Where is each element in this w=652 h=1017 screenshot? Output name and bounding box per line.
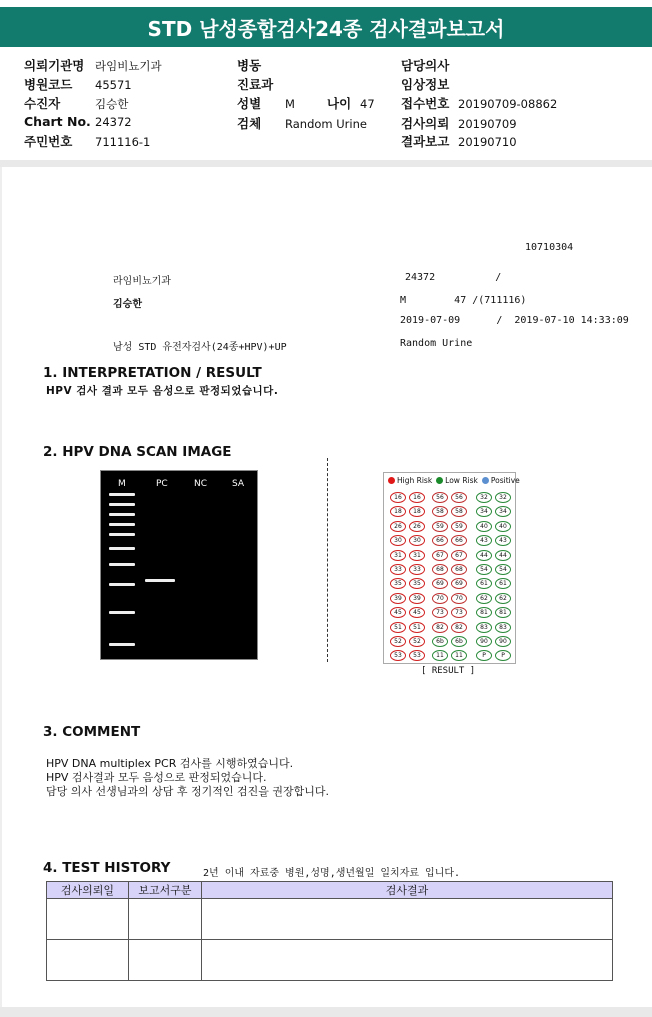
field-label: 수진자 bbox=[24, 96, 61, 111]
info-field bbox=[401, 114, 517, 132]
section-hpv-scan-title: 2. HPV DNA SCAN IMAGE bbox=[43, 444, 232, 460]
history-table bbox=[46, 881, 613, 981]
ladder-band bbox=[109, 523, 135, 526]
ladder-band bbox=[109, 513, 135, 516]
strip-cell: 52 bbox=[409, 636, 425, 647]
field-label: 주민번호 bbox=[24, 134, 73, 149]
strip-cell: 62 bbox=[476, 593, 492, 604]
legend-label: Positive bbox=[490, 476, 520, 485]
strip-caption: [ RESULT ] bbox=[421, 666, 476, 676]
report-code: 10710304 bbox=[525, 242, 574, 253]
strip-cell: 44 bbox=[476, 550, 492, 561]
table-cell bbox=[47, 899, 129, 940]
strip-cell: 45 bbox=[390, 607, 406, 618]
info-field bbox=[237, 75, 285, 93]
table-row bbox=[47, 940, 613, 981]
info-field bbox=[401, 75, 458, 93]
info-field bbox=[24, 56, 162, 74]
strip-cell: 66 bbox=[451, 535, 467, 546]
strip-cell: 59 bbox=[432, 521, 448, 532]
section-comment-title: 3. COMMENT bbox=[43, 724, 141, 740]
strip-cell: 58 bbox=[432, 506, 448, 517]
table-cell bbox=[47, 940, 129, 981]
gel-lane-label: NC bbox=[194, 479, 208, 489]
strip-cell: 69 bbox=[451, 578, 467, 589]
field-label: 담당의사 bbox=[401, 58, 450, 73]
info-field bbox=[24, 75, 132, 93]
dashed-separator bbox=[327, 458, 328, 662]
info-field bbox=[237, 114, 367, 132]
info-field bbox=[24, 94, 128, 112]
info-field bbox=[401, 132, 517, 150]
field-label: 검체 bbox=[237, 116, 262, 131]
report-title: STD 남성종합검사24종 검사결과보고서 bbox=[0, 7, 652, 47]
comment-line: 담당 의사 선생님과의 상담 후 정기적인 검진을 권장합니다. bbox=[46, 785, 329, 798]
section-interpretation-title: 1. INTERPRETATION / RESULT bbox=[43, 365, 262, 381]
strip-cell: 51 bbox=[409, 622, 425, 633]
strip-legend bbox=[388, 476, 522, 485]
info-field bbox=[237, 94, 295, 112]
field-value: 711116-1 bbox=[95, 135, 151, 149]
strip-cell: 83 bbox=[476, 622, 492, 633]
field-value: M bbox=[285, 97, 295, 111]
strip-cell: 52 bbox=[390, 636, 406, 647]
bottom-bar bbox=[0, 1007, 652, 1017]
field-label: 나이 bbox=[327, 96, 352, 111]
field-value: 20190709-08862 bbox=[458, 97, 558, 111]
strip-cell: 6b bbox=[451, 636, 467, 647]
strip-cell: 81 bbox=[495, 607, 511, 618]
field-value: 24372 bbox=[95, 115, 132, 129]
report-test-name: 남성 STD 유전자검사(24종+HPV)+UP bbox=[113, 342, 287, 353]
strip-cell: 68 bbox=[432, 564, 448, 575]
strip-cell: 18 bbox=[409, 506, 425, 517]
legend-label: High Risk bbox=[397, 476, 433, 485]
field-label: 검사의뢰 bbox=[401, 116, 450, 131]
ladder-band bbox=[109, 563, 135, 566]
ladder-band bbox=[109, 533, 135, 536]
strip-cell: 30 bbox=[409, 535, 425, 546]
strip-cell: 61 bbox=[495, 578, 511, 589]
field-label: 병원코드 bbox=[24, 77, 73, 92]
report-patient: 김승한 bbox=[113, 299, 142, 310]
ladder-band bbox=[109, 611, 135, 614]
strip-cell: 11 bbox=[451, 650, 467, 661]
section-history-title: 4. TEST HISTORY bbox=[43, 860, 171, 876]
strip-cell: 67 bbox=[432, 550, 448, 561]
strip-cell: 90 bbox=[476, 636, 492, 647]
strip-cell: 34 bbox=[495, 506, 511, 517]
strip-cell: P bbox=[476, 650, 492, 661]
strip-cell: 82 bbox=[432, 622, 448, 633]
comment-line: HPV 검사결과 모두 음성으로 판정되었습니다. bbox=[46, 771, 267, 784]
strip-cell: 53 bbox=[409, 650, 425, 661]
page-edge bbox=[0, 167, 2, 1007]
field-value: 김승한 bbox=[95, 97, 129, 111]
strip-cell: 73 bbox=[451, 607, 467, 618]
strip-cell: 40 bbox=[495, 521, 511, 532]
strip-cell: 35 bbox=[390, 578, 406, 589]
table-header: 검사결과 bbox=[202, 882, 613, 899]
strip-cell: 32 bbox=[495, 492, 511, 503]
strip-cell: 16 bbox=[409, 492, 425, 503]
ladder-band bbox=[109, 643, 135, 646]
table-header: 검사의뢰일 bbox=[47, 882, 129, 899]
table-cell bbox=[202, 899, 613, 940]
table-header: 보고서구분 bbox=[129, 882, 202, 899]
strip-cell: 18 bbox=[390, 506, 406, 517]
info-field bbox=[24, 132, 150, 150]
strip-cell: 73 bbox=[432, 607, 448, 618]
field-label: 의뢰기관명 bbox=[24, 58, 85, 73]
strip-cell: 45 bbox=[409, 607, 425, 618]
strip-cell: 39 bbox=[390, 593, 406, 604]
legend-dot-icon bbox=[482, 477, 489, 484]
field-value: 라임비뇨기과 bbox=[95, 59, 162, 73]
strip-cell: 82 bbox=[451, 622, 467, 633]
info-field bbox=[237, 56, 285, 74]
field-value: 20190709 bbox=[458, 117, 517, 131]
ladder-band bbox=[109, 547, 135, 550]
field-label: 진료과 bbox=[237, 77, 274, 92]
field-label: 결과보고 bbox=[401, 134, 450, 149]
gel-lane-label: M bbox=[118, 479, 126, 489]
strip-cell: 54 bbox=[476, 564, 492, 575]
strip-cell: 67 bbox=[451, 550, 467, 561]
field-label: Chart No. bbox=[24, 114, 91, 129]
ladder-band bbox=[109, 493, 135, 496]
report-dates: 2019-07-09 / 2019-07-10 14:33:09 bbox=[400, 315, 629, 326]
field-value: Random Urine bbox=[285, 117, 367, 131]
strip-cell: 83 bbox=[495, 622, 511, 633]
strip-cell: 43 bbox=[476, 535, 492, 546]
ladder-band bbox=[109, 503, 135, 506]
report-specimen: Random Urine bbox=[400, 338, 473, 349]
report-chart: 24372 / bbox=[405, 272, 502, 283]
table-cell bbox=[129, 940, 202, 981]
report-hospital: 라임비뇨기과 bbox=[113, 276, 171, 287]
strip-cell: 33 bbox=[390, 564, 406, 575]
strip-cell: 34 bbox=[476, 506, 492, 517]
strip-cell: 68 bbox=[451, 564, 467, 575]
strip-cell: 39 bbox=[409, 593, 425, 604]
strip-cell: 16 bbox=[390, 492, 406, 503]
field-value: 45571 bbox=[95, 78, 132, 92]
field-label: 성별 bbox=[237, 96, 262, 111]
strip-cell: 56 bbox=[451, 492, 467, 503]
table-header-row bbox=[47, 882, 613, 899]
legend-dot-icon bbox=[388, 477, 395, 484]
strip-cell: 53 bbox=[390, 650, 406, 661]
strip-cell: 31 bbox=[409, 550, 425, 561]
field-label: 임상정보 bbox=[401, 77, 450, 92]
strip-cell: 58 bbox=[451, 506, 467, 517]
strip-cell: 35 bbox=[409, 578, 425, 589]
report-sex-age: M 47 /(711116) bbox=[400, 295, 527, 306]
gel-image bbox=[100, 470, 258, 660]
table-row bbox=[47, 899, 613, 940]
strip-cell: 30 bbox=[390, 535, 406, 546]
strip-cell: 11 bbox=[432, 650, 448, 661]
legend-label: Low Risk bbox=[445, 476, 478, 485]
strip-cell: 54 bbox=[495, 564, 511, 575]
table-cell bbox=[202, 940, 613, 981]
gel-lane-label: PC bbox=[156, 479, 168, 489]
info-field bbox=[401, 56, 458, 74]
strip-cell: 66 bbox=[432, 535, 448, 546]
strip-cell: P bbox=[495, 650, 511, 661]
hpv-strip bbox=[383, 472, 520, 664]
ladder-band bbox=[109, 583, 135, 586]
strip-cell: 70 bbox=[432, 593, 448, 604]
strip-cell: 56 bbox=[432, 492, 448, 503]
comment-line: HPV DNA multiplex PCR 검사를 시행하였습니다. bbox=[46, 757, 294, 770]
field-value: 47 bbox=[360, 97, 375, 111]
strip-cell: 51 bbox=[390, 622, 406, 633]
strip-cell: 33 bbox=[409, 564, 425, 575]
strip-cell: 90 bbox=[495, 636, 511, 647]
strip-cell: 26 bbox=[409, 521, 425, 532]
strip-cell: 43 bbox=[495, 535, 511, 546]
pc-band bbox=[145, 579, 175, 582]
info-field bbox=[401, 94, 557, 112]
interpretation-text: HPV 검사 결과 모두 음성으로 판정되었습니다. bbox=[46, 385, 279, 397]
age-field bbox=[327, 94, 375, 112]
strip-cell: 81 bbox=[476, 607, 492, 618]
field-label: 접수번호 bbox=[401, 96, 450, 111]
strip-cell: 61 bbox=[476, 578, 492, 589]
strip-cell: 44 bbox=[495, 550, 511, 561]
strip-cell: 31 bbox=[390, 550, 406, 561]
strip-cell: 6b bbox=[432, 636, 448, 647]
strip-cell: 26 bbox=[390, 521, 406, 532]
strip-cell: 70 bbox=[451, 593, 467, 604]
strip-cell: 69 bbox=[432, 578, 448, 589]
strip-cell: 62 bbox=[495, 593, 511, 604]
history-note: 2년 이내 자료중 병원,성명,생년월일 일치자료 입니다. bbox=[203, 868, 461, 879]
table-cell bbox=[129, 899, 202, 940]
legend-dot-icon bbox=[436, 477, 443, 484]
gel-lane-label: SA bbox=[232, 479, 245, 489]
strip-cell: 40 bbox=[476, 521, 492, 532]
divider bbox=[0, 160, 652, 167]
field-value: 20190710 bbox=[458, 135, 517, 149]
strip-cell: 59 bbox=[451, 521, 467, 532]
info-field bbox=[24, 114, 132, 129]
field-label: 병동 bbox=[237, 58, 262, 73]
strip-cell: 32 bbox=[476, 492, 492, 503]
